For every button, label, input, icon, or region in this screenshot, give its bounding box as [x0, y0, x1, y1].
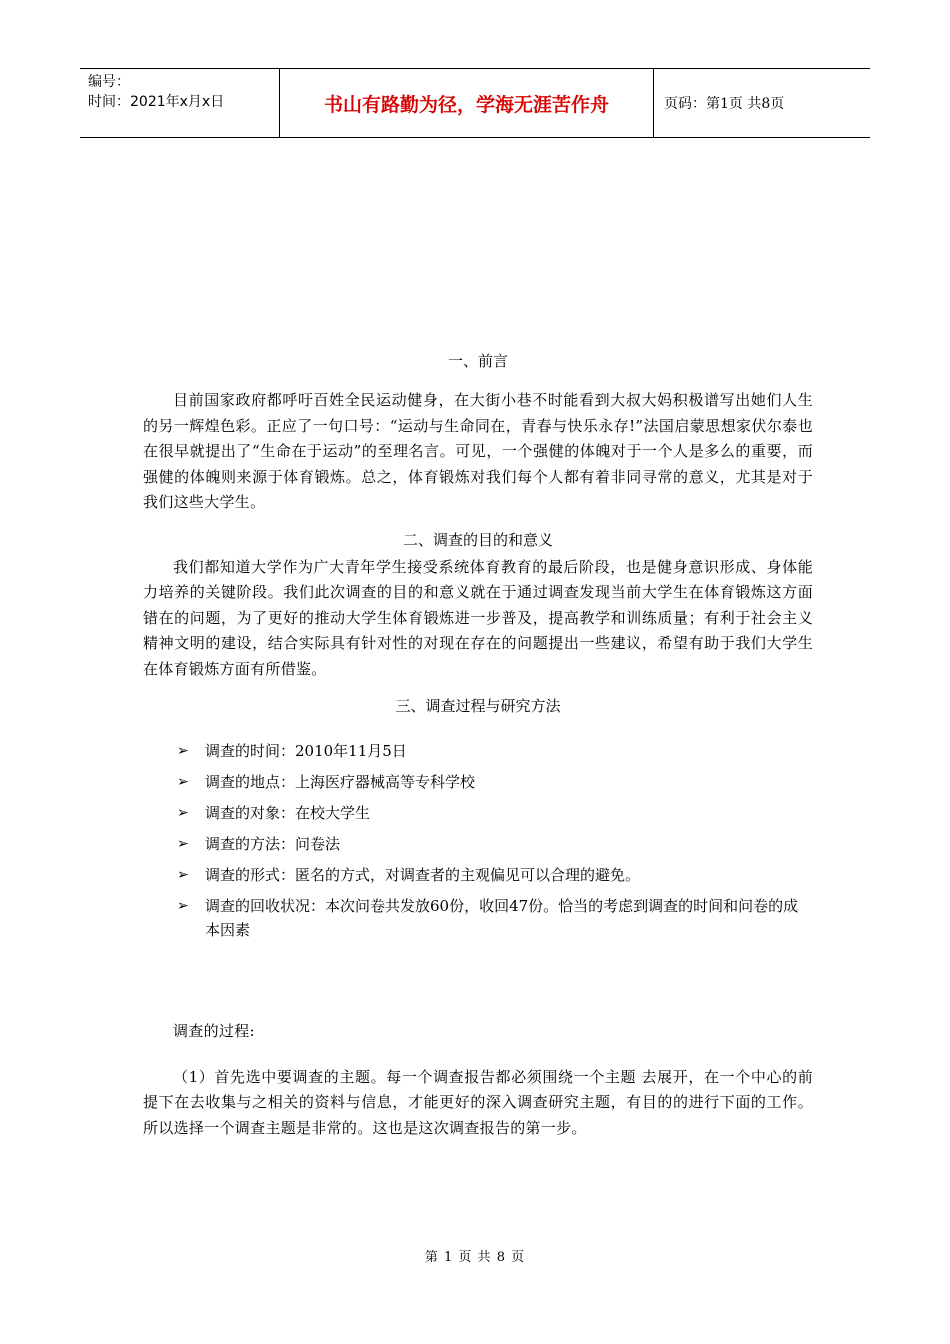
list-item: ➢ 调查的时间：2010年11月5日: [143, 739, 813, 763]
process-paragraph: （1）首先选中要调查的主题。每一个调查报告都必须围绕一个主题 去展开，在一个中心的前提下在去收集与之相关的资料与信息，才能更好的深入调查研究主题，有目的的进行下面的工作。所以选择一个调查主题是非常的。这也是这次调查报告的第一步。: [143, 1067, 813, 1137]
page-footer: 第 1 页 共 8 页: [424, 1250, 526, 1265]
arrow-bullet-icon: ➢: [177, 774, 189, 790]
process-label: 调查的过程:: [173, 1022, 255, 1040]
section-3-title: 三、调查过程与研究方法: [395, 697, 561, 715]
arrow-bullet-icon: ➢: [177, 743, 189, 759]
section-1-paragraph: 目前国家政府都呼吁百姓全民运动健身，在大街小巷不时能看到大叔大妈积极谱写出她们人生的另一辉煌色彩。正应了一句口号：“运动与生命同在，青春与快乐永存!”法国启蒙思想家伏尔泰也在很早就提出了“生命在于运动”的至理名言。可见，一个强健的体魄对于一个人是多么的重要，而强健的体魄则来源于体育锻炼。总之，体育锻炼对我们每个人都有着非同寻常的意义，尤其是对于我们这些大学生。: [143, 391, 813, 511]
list-item: ➢ 调查的形式：匿名的方式，对调查者的主观偏见可以合理的避免。: [143, 863, 813, 887]
header-table: [80, 68, 870, 138]
number-label: 编号：: [88, 74, 130, 90]
page-info-cell: [654, 69, 870, 137]
list-item: ➢ 调查的对象：在校大学生: [143, 801, 813, 825]
document-body: [143, 350, 813, 1141]
arrow-bullet-icon: ➢: [177, 805, 189, 821]
motto-cell: [280, 69, 654, 137]
list-item: ➢ 调查的地点：上海医疗器械高等专科学校: [143, 770, 813, 794]
arrow-bullet-icon: ➢: [177, 867, 189, 883]
section-1-title: 一、前言: [447, 352, 508, 370]
arrow-bullet-icon: ➢: [177, 898, 189, 914]
arrow-bullet-icon: ➢: [177, 836, 189, 852]
survey-details-list: [143, 739, 813, 942]
section-2-title: 二、调查的目的和意义: [402, 530, 553, 549]
motto-text: 书山有路勤为径，学海无涯苦作舟: [323, 93, 609, 116]
header-meta-cell: [80, 69, 280, 137]
page-info-text: 页码：第1页 共8页: [664, 96, 785, 112]
date-line: 时间：2021年x月x日: [88, 94, 225, 110]
section-2-paragraph: 我们都知道大学作为广大青年学生接受系统体育教育的最后阶段，也是健身意识形成、身体能力培养的关键阶段。我们此次调查的目的和意义就在于通过调查发现当前大学生在体育锻炼这方面错在的问题，为了更好的推动大学生体育锻炼进一步普及，提高教学和训练质量；有利于社会主义精神文明的建设，结合实际具有针对性的对现在存在的问题提出一些建议，希望有助于我们大学生在体育锻炼方面有所借鉴。: [143, 557, 813, 678]
list-item: ➢ 调查的方法：问卷法: [143, 832, 813, 856]
list-item: ➢ 调查的回收状况：本次问卷共发放60份，收回47份。恰当的考虑到调查的时间和问卷的成本因素: [143, 894, 813, 942]
